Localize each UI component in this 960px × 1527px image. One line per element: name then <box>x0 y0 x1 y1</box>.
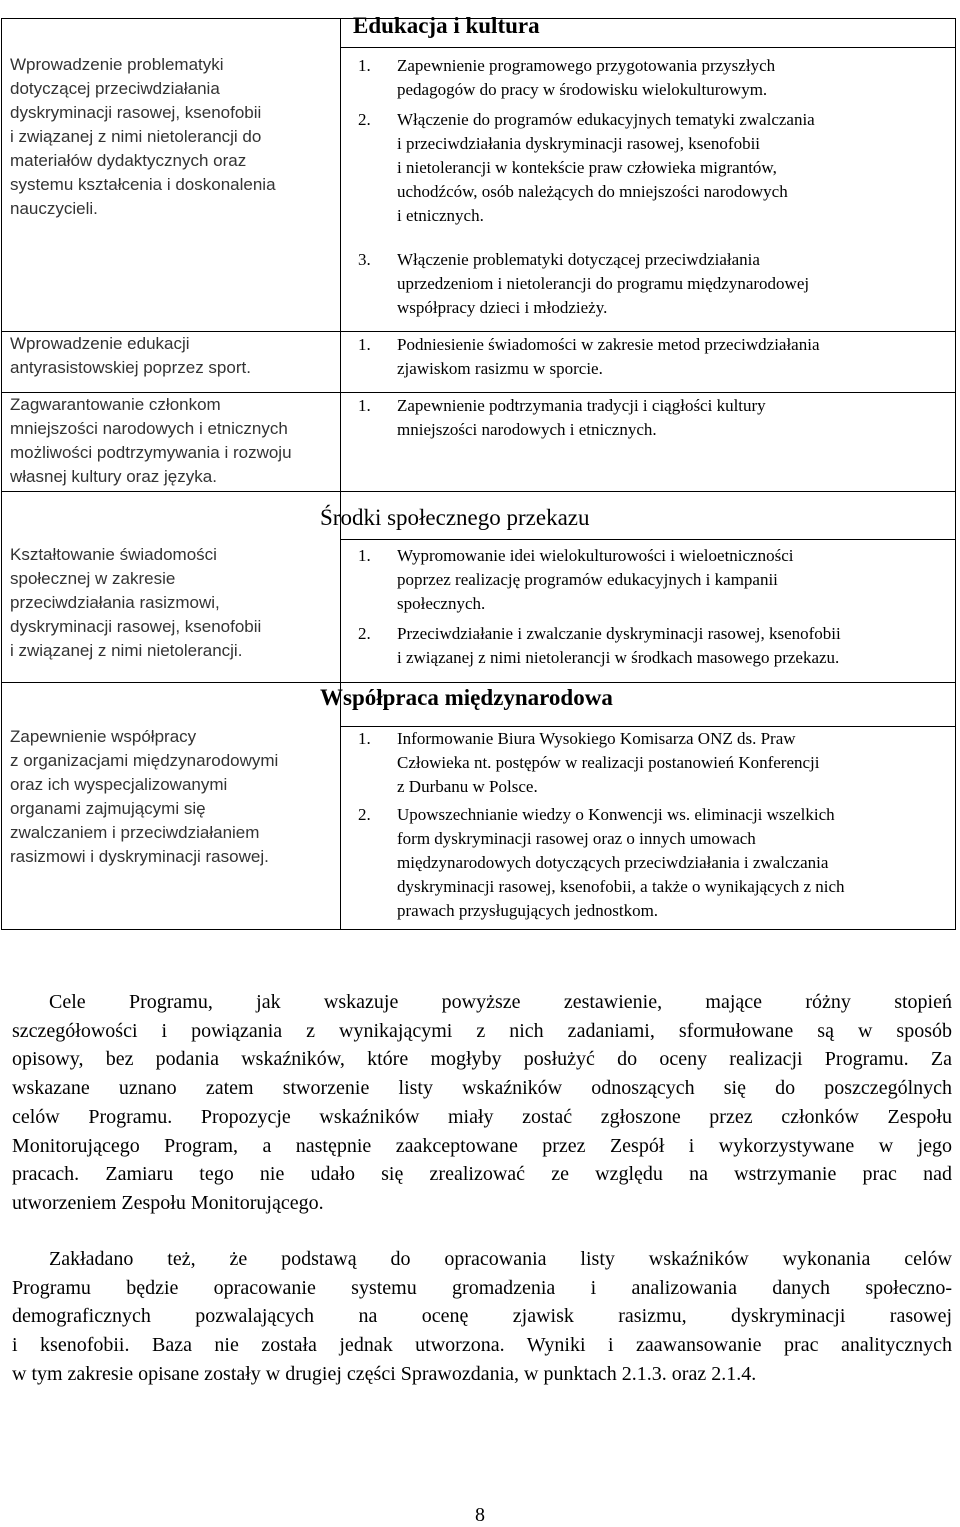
objective-line: mniejszości narodowych i etnicznych <box>10 419 288 438</box>
task-line: Upowszechnianie wiedzy o Konwencji ws. eliminacji wszelkich <box>397 805 835 824</box>
task-line: Wypromowanie idei wielokulturowości i wieloetniczności <box>397 546 794 565</box>
task-line: Zapewnienie podtrzymania tradycji i ciągłości kultury <box>397 396 766 415</box>
task-line: Informowanie Biura Wysokiego Komisarza ONZ ds. Praw <box>397 729 796 748</box>
paragraph-line: celów Programu. Propozycje wskaźników miały zostać zgłoszone przez członków Zespołu <box>12 1105 952 1128</box>
task-line: Włączenie problematyki dotyczącej przeciwdziałania <box>397 250 760 269</box>
task-line: Podniesienie świadomości w zakresie metod przeciwdziałania <box>397 335 820 354</box>
task-number: 2. <box>358 110 371 129</box>
objective-line: Zapewnienie współpracy <box>10 727 197 746</box>
objective-line: materiałów dydaktycznych oraz <box>10 151 247 170</box>
task-line: Człowieka nt. postępów w realizacji postanowień Konferencji <box>397 753 820 772</box>
objective-line: Wprowadzenie edukacji <box>10 334 190 353</box>
paragraph-line: wskazane uznano zatem stworzenie listy wskaźników odnoszących się do poszczególnych <box>12 1077 952 1100</box>
objective-line: nauczycieli. <box>10 199 98 218</box>
paragraph-line: Zakładano też, że podstawą do opracowania listy wskaźników wykonania celów <box>49 1248 952 1270</box>
objective-line: dyskryminacji rasowej, ksenofobii <box>10 103 262 122</box>
objective-line: przeciwdziałania rasizmowi, <box>10 593 220 612</box>
row-divider <box>340 539 956 540</box>
column-divider <box>340 19 341 929</box>
page-number: 8 <box>475 1504 485 1526</box>
objective-cell <box>10 393 336 489</box>
task-line: i etnicznych. <box>397 206 484 225</box>
task-line: z Durbanu w Polsce. <box>397 777 538 796</box>
objective-line: własnej kultury oraz języka. <box>10 467 217 486</box>
objective-cell <box>10 332 336 380</box>
task-number: 1. <box>358 729 371 748</box>
paragraph-line: Cele Programu, jak wskazuje powyższe zestawienie, mające różny stopień <box>49 991 952 1013</box>
task-number: 3. <box>358 250 371 269</box>
paragraph-line: i ksenofobii. Baza nie została jednak utworzona. Wyniki i zaawansowanie prac analitycznych <box>12 1334 952 1357</box>
paragraph-line: szczegółowości i powiązania z wynikającymi z nich zadaniami, sformułowane są w sposób <box>12 1019 952 1042</box>
objective-line: organami zajmującymi się <box>10 799 206 818</box>
objective-line: Zagwarantowanie członkom <box>10 395 221 414</box>
paragraph-line: w tym zakresie opisane zostały w drugiej części Sprawozdania, w punktach 2.1.3. oraz 2.1.4. <box>12 1362 757 1385</box>
objective-cell <box>10 53 336 221</box>
section-title: Edukacja i kultura <box>353 13 540 38</box>
paragraph-line: Monitorującego Program, a następnie zaakceptowane przez Zespół i wykorzystywane w jego <box>12 1134 952 1157</box>
task-line: i nietolerancji w kontekście praw człowieka migrantów, <box>397 158 777 177</box>
objective-line: i związanej z nimi nietolerancji. <box>10 641 243 660</box>
task-line: form dyskryminacji rasowej oraz o innych umowach <box>397 829 756 848</box>
task-number: 2. <box>358 805 371 824</box>
objective-line: systemu kształcenia i doskonalenia <box>10 175 276 194</box>
paragraph-line: demograficznych pozwalających na ocenę zjawisk rasizmu, dyskryminacji rasowej <box>12 1305 952 1328</box>
objective-line: społecznej w zakresie <box>10 569 176 588</box>
task-line: i przeciwdziałania dyskryminacji rasowej, ksenofobii <box>397 134 761 153</box>
task-line: społecznych. <box>397 594 486 613</box>
objective-line: dotyczącej przeciwdziałania <box>10 79 220 98</box>
paragraph-line: opisowy, bez podania wskaźników, które mogłyby posłużyć do oceny realizacji Programu. Za <box>12 1048 952 1071</box>
task-line: pedagogów do pracy w środowisku wielokulturowym. <box>397 80 768 99</box>
objective-line: i związanej z nimi nietolerancji do <box>10 127 262 146</box>
objective-line: możliwości podtrzymywania i rozwoju <box>10 443 292 462</box>
objective-cell <box>10 725 336 869</box>
row-divider <box>340 47 956 48</box>
objective-line: rasizmowi i dyskryminacji rasowej. <box>10 847 269 866</box>
task-line: uchodźców, osób należących do mniejszości narodowych <box>397 182 788 201</box>
objective-line: Wprowadzenie problematyki <box>10 55 224 74</box>
body-paragraph <box>12 1245 952 1389</box>
task-line: współpracy dzieci i młodzieży. <box>397 298 608 317</box>
task-line: i związanej z nimi nietolerancji w środkach masowego przekazu. <box>397 648 840 667</box>
paragraph-line: pracach. Zamiaru tego nie udało się zrealizować ze względu na wstrzymanie prac nad <box>12 1163 952 1186</box>
task-line: Włączenie do programów edukacyjnych tematyki zwalczania <box>397 110 815 129</box>
paragraph-line: utworzeniem Zespołu Monitorującego. <box>12 1191 324 1214</box>
task-number: 1. <box>358 546 371 565</box>
task-line: prawach przysługujących jednostkom. <box>397 901 659 920</box>
section-title: Współpraca międzynarodowa <box>320 685 613 710</box>
task-line: międzynarodowych dotyczących przeciwdziałania i zwalczania <box>397 853 829 872</box>
row-divider <box>2 682 956 683</box>
paragraph-line: Programu będzie opracowanie systemu gromadzenia i analizowania danych społeczno- <box>12 1276 952 1299</box>
objective-cell <box>10 543 336 663</box>
task-number: 1. <box>358 56 371 75</box>
objective-line: zwalczaniem i przeciwdziałaniem <box>10 823 260 842</box>
body-paragraph <box>12 988 952 1218</box>
objective-line: oraz ich wyspecjalizowanymi <box>10 775 228 794</box>
task-line: Zapewnienie programowego przygotowania przyszłych <box>397 56 776 75</box>
task-line: dyskryminacji rasowej, ksenofobii, a także o wynikających z nich <box>397 877 845 896</box>
task-line: mniejszości narodowych i etnicznych. <box>397 420 657 439</box>
task-number: 2. <box>358 624 371 643</box>
task-line: poprzez realizację programów edukacyjnych i kampanii <box>397 570 778 589</box>
row-divider <box>2 491 956 492</box>
task-number: 1. <box>358 396 371 415</box>
objective-line: z organizacjami międzynarodowymi <box>10 751 279 770</box>
objective-line: antyrasistowskiej poprzez sport. <box>10 358 251 377</box>
objective-line: Kształtowanie świadomości <box>10 545 217 564</box>
task-line: zjawiskom rasizmu w sporcie. <box>397 359 603 378</box>
objective-line: dyskryminacji rasowej, ksenofobii <box>10 617 262 636</box>
task-line: uprzedzeniom i nietolerancji do programu międzynarodowej <box>397 274 810 293</box>
section-title: Środki społecznego przekazu <box>320 505 590 530</box>
task-number: 1. <box>358 335 371 354</box>
task-line: Przeciwdziałanie i zwalczanie dyskryminacji rasowej, ksenofobii <box>397 624 841 643</box>
